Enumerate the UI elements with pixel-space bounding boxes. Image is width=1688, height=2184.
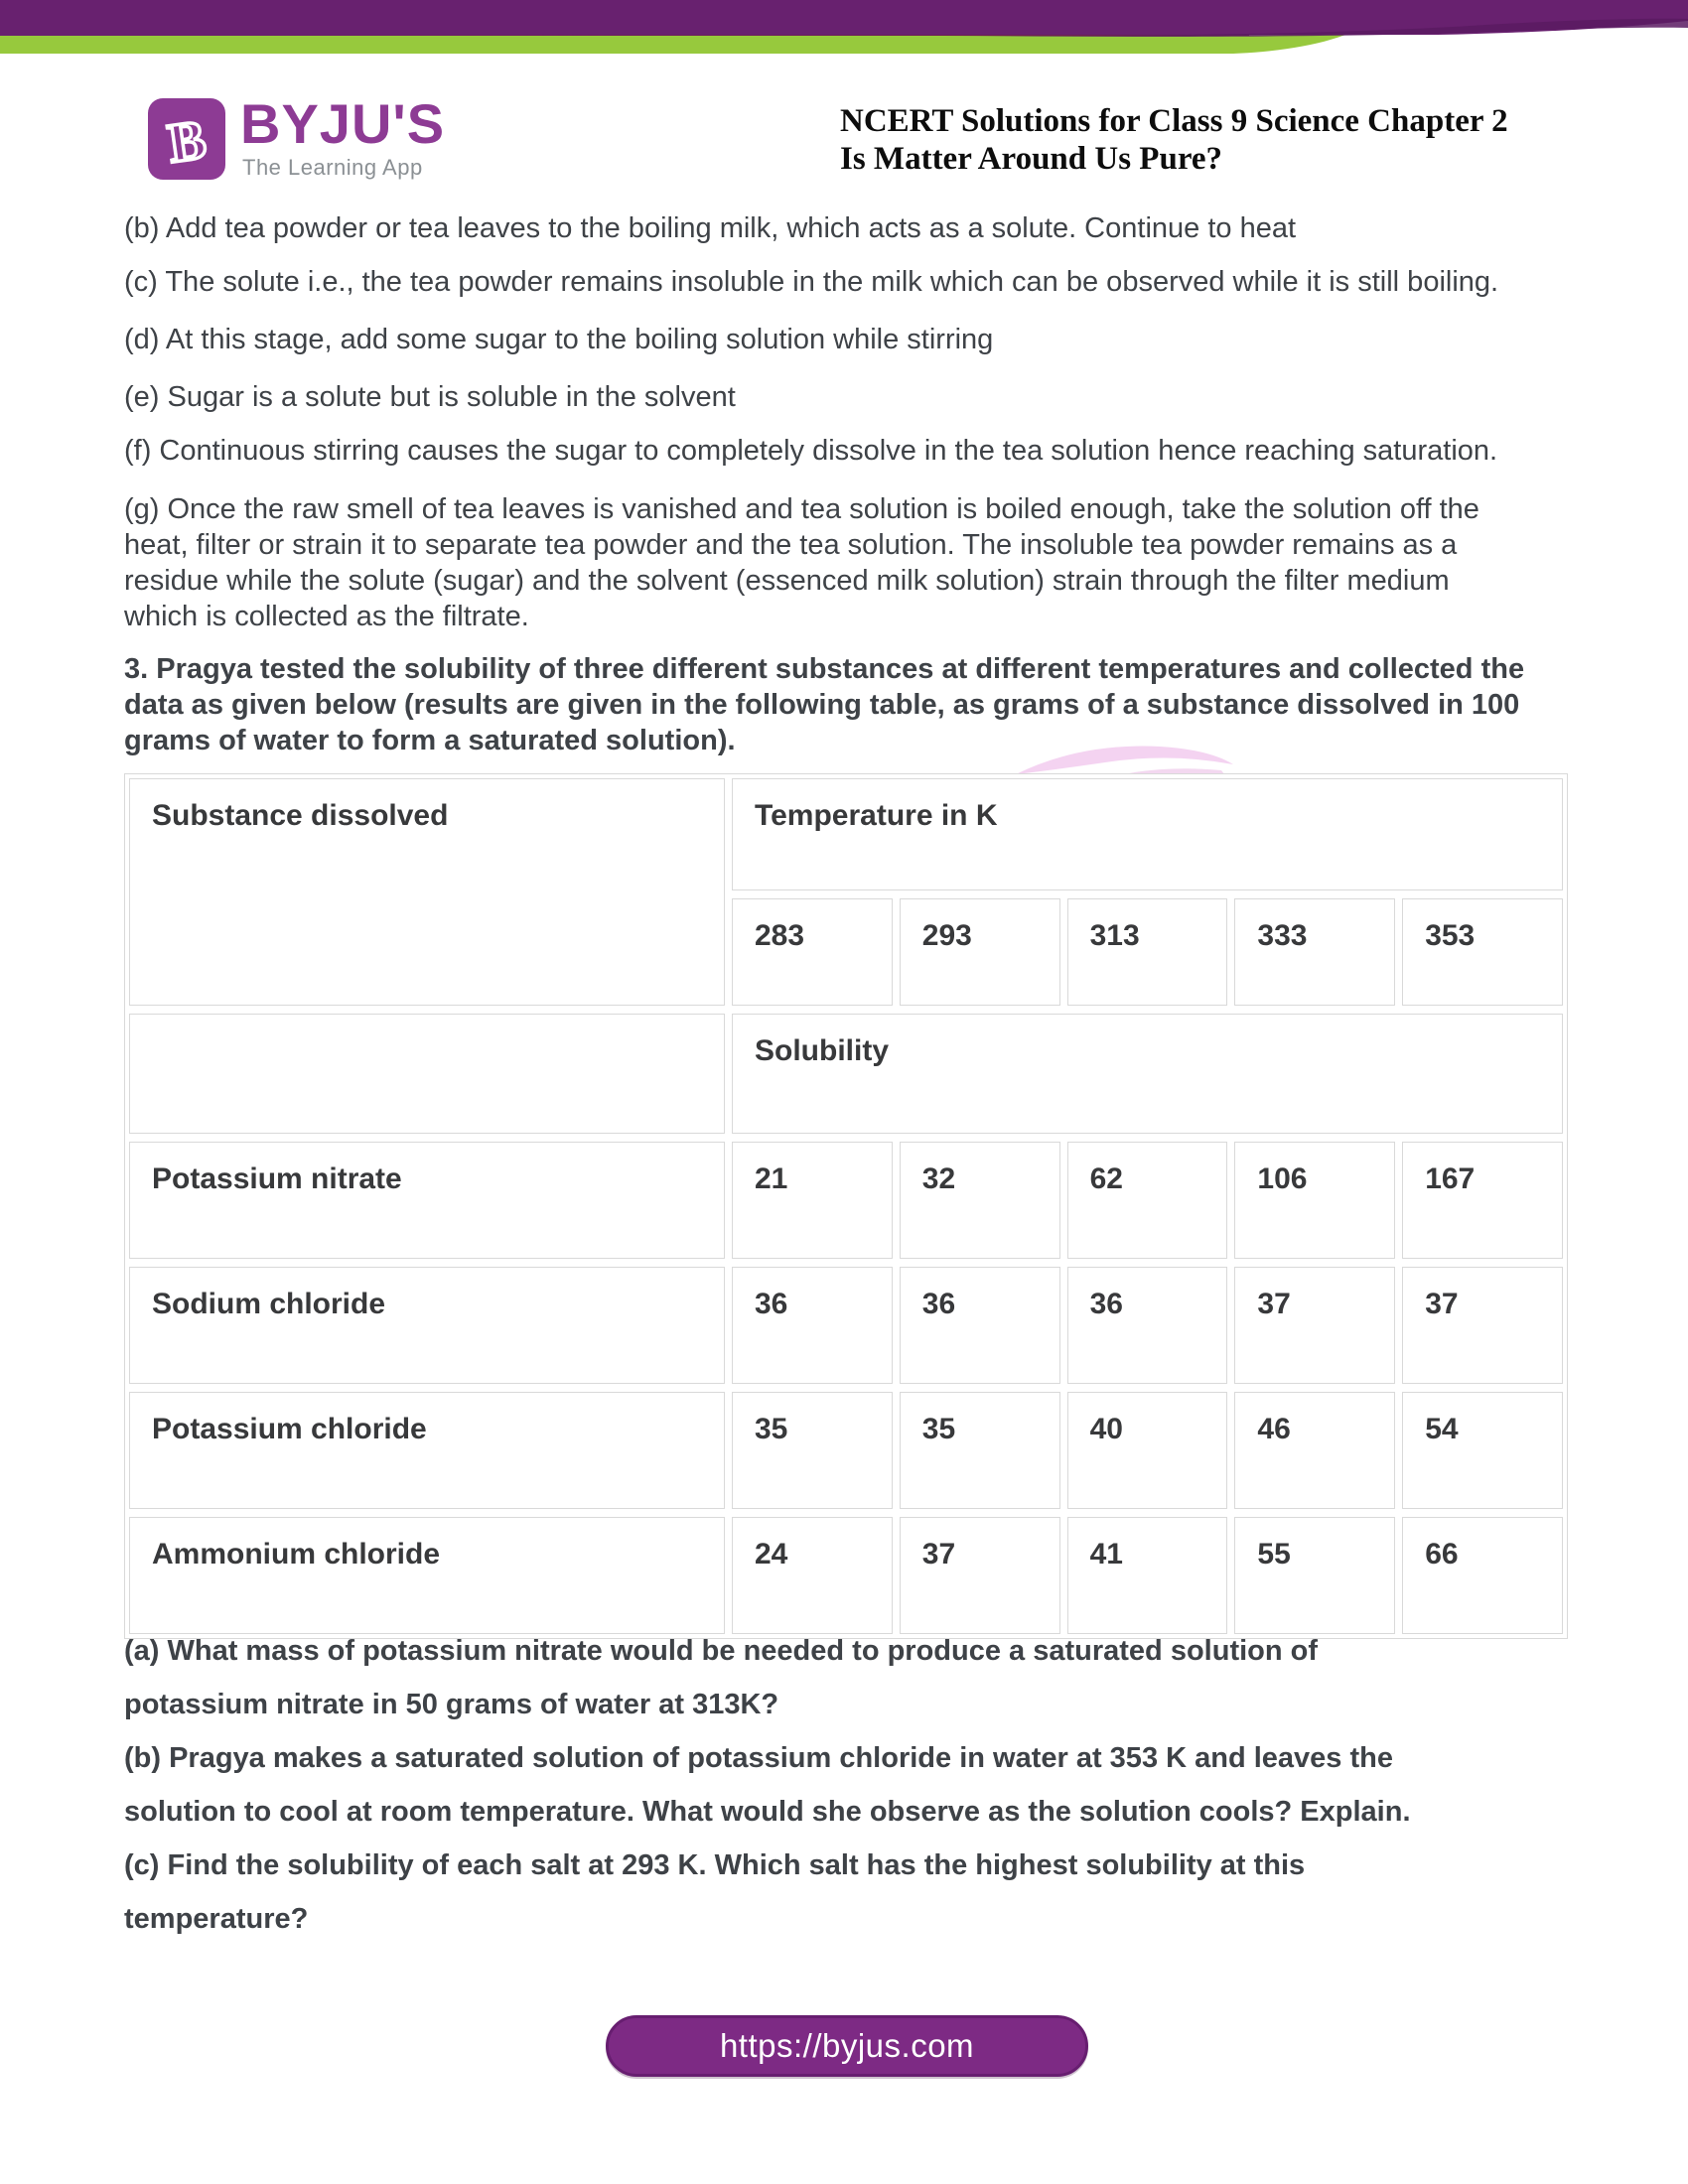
substance-cell: Ammonium chloride [129,1517,725,1634]
step-g-line: residue while the solute (sugar) and the solvent (essenced milk solution) strain through the filter medium [124,565,1450,597]
temp-value-cell: 293 [900,898,1060,1006]
step-g-line: which is collected as the filtrate. [124,601,529,632]
question-line: solution to cool at room temperature. What would she observe as the solution cools? Explain. [124,1796,1411,1828]
value-cell: 66 [1402,1517,1563,1634]
step-g-line: heat, filter or strain it to separate tea powder and the tea solution. The insoluble tea powder remains as a [124,529,1458,561]
question-3 [124,651,1614,758]
logo-tile [147,97,226,181]
value-cell: 55 [1234,1517,1395,1634]
question-line: potassium nitrate in 50 grams of water at 313K? [124,1689,779,1720]
substance-cell: Potassium chloride [129,1392,725,1509]
value-cell: 36 [732,1267,893,1384]
value-cell: 36 [1067,1267,1228,1384]
question-line: (b) Pragya makes a saturated solution of potassium chloride in water at 353 K and leaves the [124,1742,1393,1774]
question-3-line: grams of water to form a saturated solution). [124,725,736,756]
value-cell: 35 [732,1392,893,1509]
value-cell: 46 [1234,1392,1395,1509]
value-cell: 62 [1067,1142,1228,1259]
value-cell: 32 [900,1142,1060,1259]
step-paragraph-e: (e) Sugar is a solute but is soluble in the solvent [124,381,736,413]
question-line: (c) Find the solubility of each salt at 293 K. Which salt has the highest solubility at this [124,1849,1306,1881]
step-paragraph-f: (f) Continuous stirring causes the sugar to completely dissolve in the tea solution hence reaching saturation. [124,435,1498,467]
value-cell: 167 [1402,1142,1563,1259]
value-cell: 21 [732,1142,893,1259]
temperature-header-cell: Temperature in K [732,778,1563,890]
step-paragraph-c: (c) The solute i.e., the tea powder remains insoluble in the milk which can be observed while it is still boiling. [124,266,1499,298]
value-cell: 37 [900,1517,1060,1634]
value-cell: 54 [1402,1392,1563,1509]
substance-cell: Potassium nitrate [129,1142,725,1259]
value-cell: 40 [1067,1392,1228,1509]
value-cell: 36 [900,1267,1060,1384]
page-title [840,102,1508,178]
step-paragraph-g [124,491,1614,634]
question-line: (a) What mass of potassium nitrate would be needed to produce a saturated solution of [124,1635,1319,1667]
question-3-line: 3. Pragya tested the solubility of three different substances at different temperatures and collected the [124,653,1525,685]
temp-value-cell: 283 [732,898,893,1006]
solubility-table [124,773,1568,1639]
value-cell: 37 [1402,1267,1563,1384]
value-cell: 106 [1234,1142,1395,1259]
title-line-1: NCERT Solutions for Class 9 Science Chapter 2 [840,103,1508,139]
logo-tagline: The Learning App [242,155,423,180]
logo-b-icon: B [164,108,211,176]
footer-url-pill[interactable]: https://byjus.com [606,2015,1088,2077]
step-paragraph-b: (b) Add tea powder or tea leaves to the boiling milk, which acts as a solute. Continue to heat [124,212,1297,244]
step-g-line: (g) Once the raw smell of tea leaves is vanished and tea solution is boiled enough, take the solution off the [124,493,1479,525]
step-paragraph-d: (d) At this stage, add some sugar to the boiling solution while stirring [124,324,994,355]
value-cell: 41 [1067,1517,1228,1634]
empty-cell [129,1014,725,1134]
title-line-2: Is Matter Around Us Pure? [840,141,1223,177]
value-cell: 37 [1234,1267,1395,1384]
substance-header-cell: Substance dissolved [129,778,725,1006]
value-cell: 35 [900,1392,1060,1509]
question-3-line: data as given below (results are given in the following table, as grams of a substance dissolved in 100 [124,689,1520,721]
byjus-logo [147,92,624,190]
temp-value-cell: 333 [1234,898,1395,1006]
temp-value-cell: 313 [1067,898,1228,1006]
substance-cell: Sodium chloride [129,1267,725,1384]
question-line: temperature? [124,1903,309,1935]
value-cell: 24 [732,1517,893,1634]
sub-questions-block [124,1624,1614,1946]
header-band [0,0,1688,89]
brand-wordmark: BYJU'S [240,92,446,155]
temp-value-cell: 353 [1402,898,1563,1006]
solubility-label-cell: Solubility [732,1014,1563,1134]
